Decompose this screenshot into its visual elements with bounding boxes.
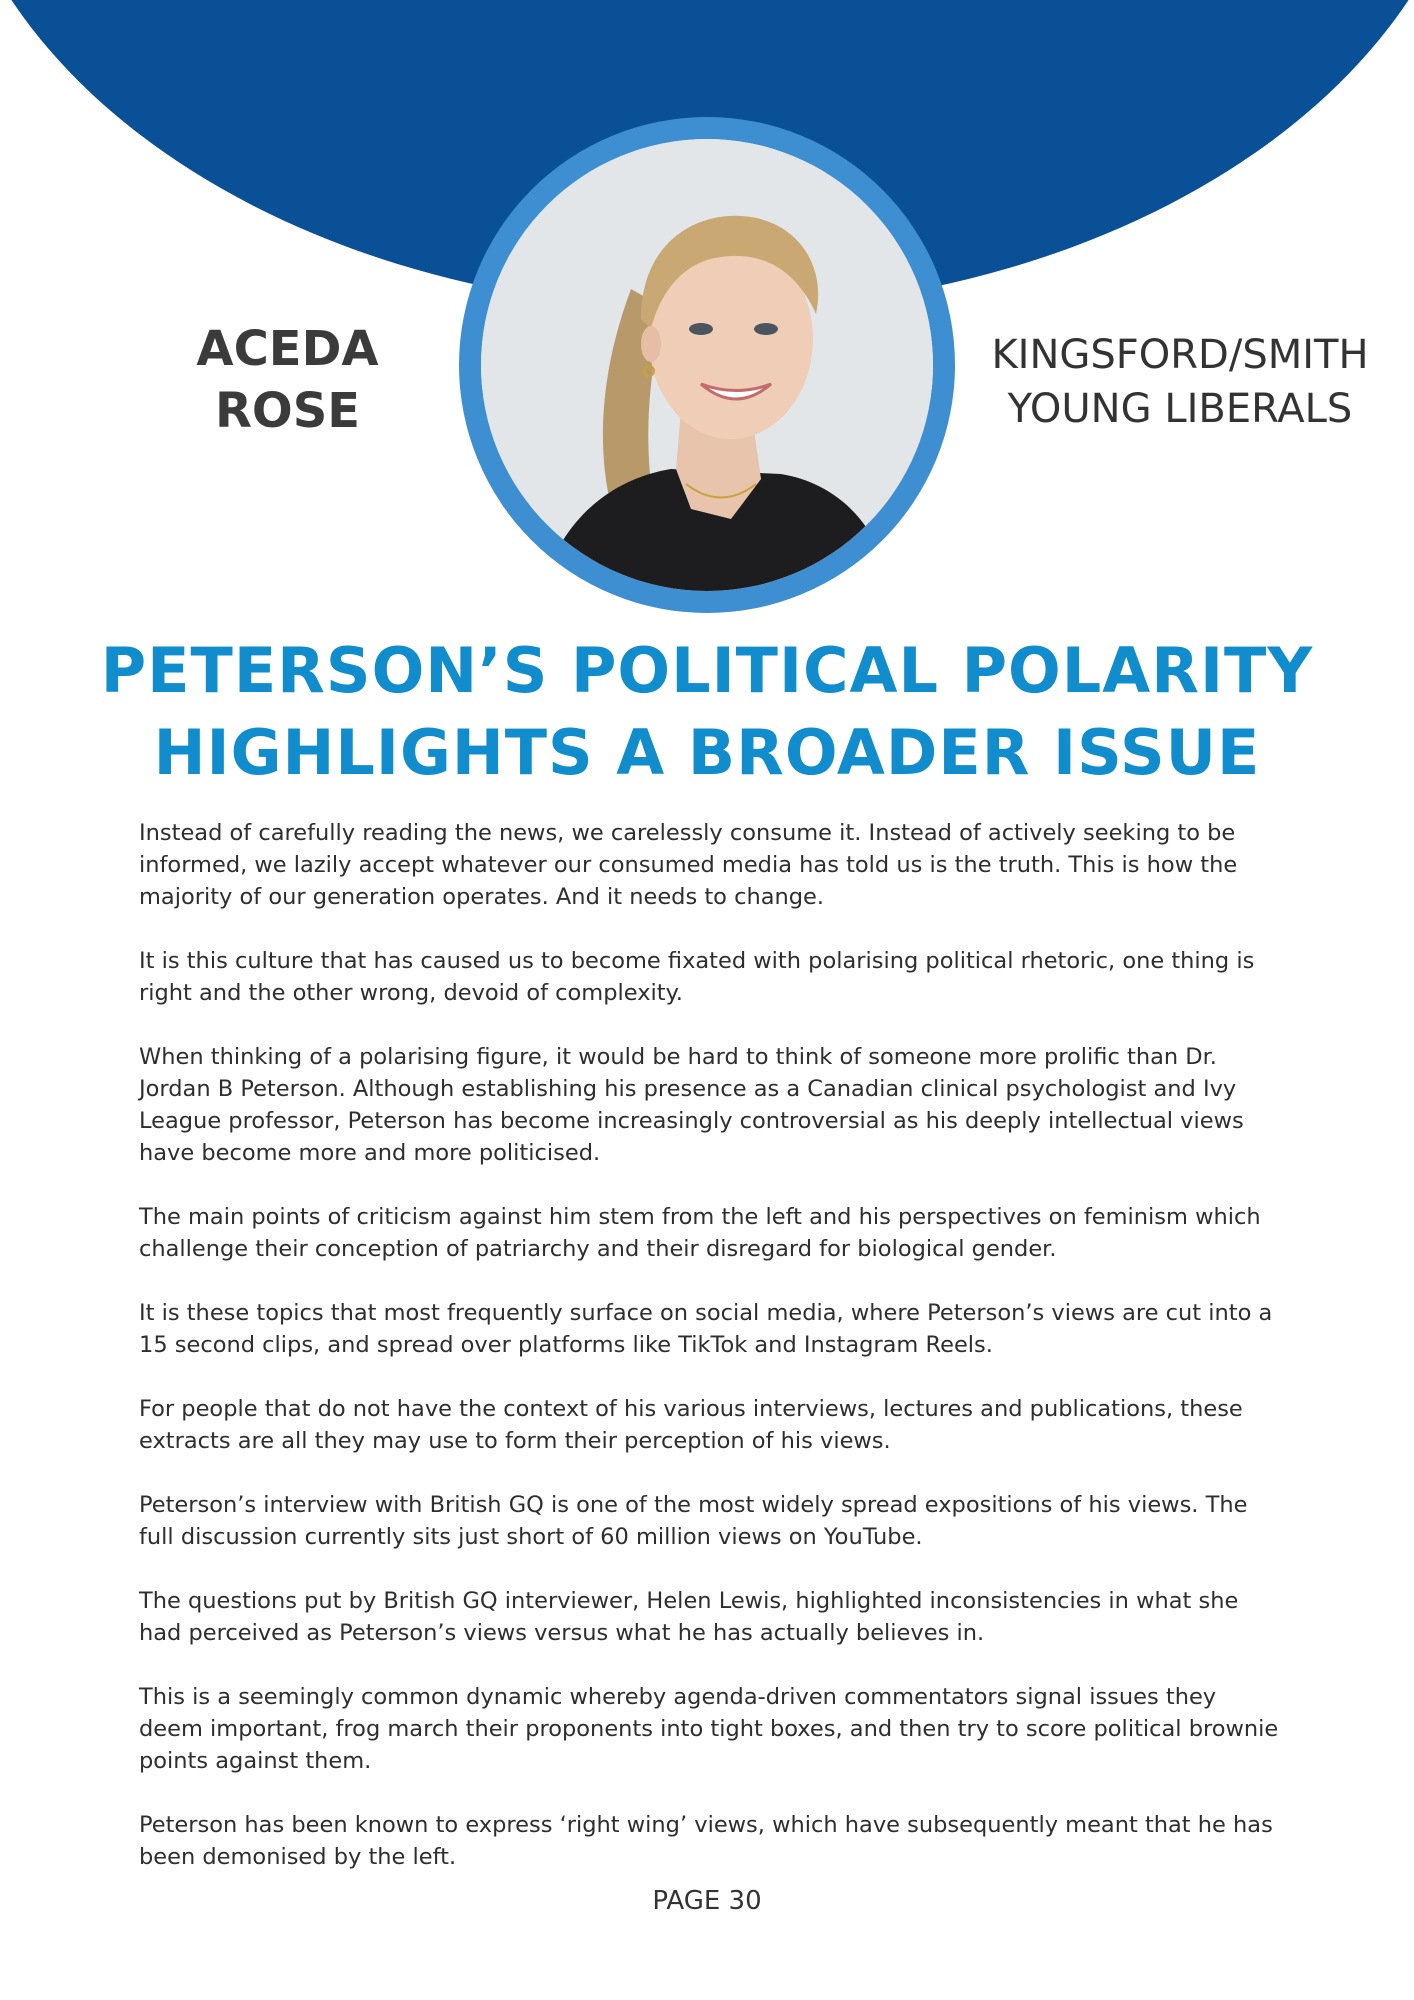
- affiliation-line-1: KINGSFORD/SMITH: [991, 332, 1369, 378]
- paragraph: It is these topics that most frequently surface on social media, where Peterson’s views are cut into a 15 second clips, and spread over platforms like TikTok and Instagram Reels.: [139, 1300, 1273, 1358]
- author-portrait-photo: [481, 139, 933, 591]
- paragraph: Instead of carefully reading the news, we carelessly consume it. Instead of actively seeking to be informed, we lazily accept whatever our consumed media has told us is the truth. This is how the majority of our generation operates. And it needs to change.: [139, 820, 1238, 910]
- affiliation-line-2: YOUNG LIBERALS: [1007, 386, 1353, 432]
- page-number: PAGE 30: [652, 1886, 762, 1916]
- paragraph: This is a seemingly common dynamic whereby agenda-driven commentators signal issues they deem important, frog march their proponents into tight boxes, and then try to score political brownie points against them.: [139, 1684, 1279, 1774]
- author-affiliation: [965, 328, 1395, 436]
- paragraph: The main points of criticism against him stem from the left and his perspectives on feminism which challenge their conception of patriarchy and their disregard for biological gender.: [139, 1204, 1261, 1262]
- author-first-name: ACEDA: [196, 321, 379, 377]
- paragraph: Peterson’s interview with British GQ is one of the most widely spread expositions of his views. The full discussion currently sits just short of 60 million views on YouTube.: [139, 1492, 1248, 1550]
- paragraph: It is this culture that has caused us to become fixated with polarising political rhetoric, one thing is right and the other wrong, devoid of complexity.: [139, 948, 1255, 1006]
- author-name: [150, 318, 425, 442]
- paragraph: When thinking of a polarising figure, it would be hard to think of someone more prolific than Dr. Jordan B Peterson. Although establishing his presence as a Canadian clinical psychologist and Ivy League professor, Peterson has become increasingly controversial as his deeply intellectual views have become more and more politicised.: [139, 1044, 1244, 1166]
- article-headline: [100, 630, 1314, 794]
- paragraph: The questions put by British GQ interviewer, Helen Lewis, highlighted inconsistencies in what she had perceived as Peterson’s views versus what he has actually believes in.: [139, 1588, 1239, 1646]
- headline-line-1: PETERSON’S POLITICAL POLARITY: [100, 634, 1314, 707]
- article-body: [139, 817, 1279, 1905]
- author-last-name: ROSE: [214, 383, 361, 439]
- paragraph: For people that do not have the context of his various interviews, lectures and publications, these extracts are all they may use to form their perception of his views.: [139, 1396, 1243, 1454]
- paragraph: Peterson has been known to express ‘right wing’ views, which have subsequently meant that he has been demonised by the left.: [139, 1812, 1273, 1870]
- headline-line-2: HIGHLIGHTS A BROADER ISSUE: [153, 716, 1261, 789]
